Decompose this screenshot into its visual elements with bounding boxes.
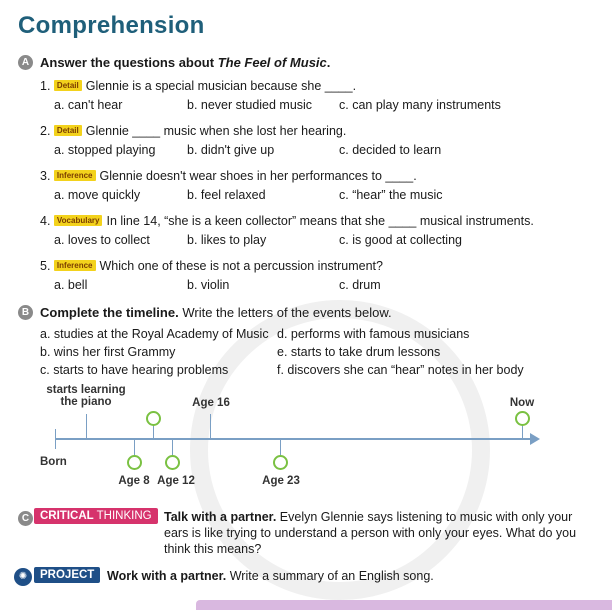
critical-thinking-tag: CRITICAL THINKING: [34, 508, 158, 524]
timeline-tick-blank: [153, 424, 154, 439]
timeline-label-born: Born: [40, 456, 67, 468]
q2-option-c[interactable]: c. decided to learn: [339, 143, 442, 157]
q3-option-a[interactable]: a. move quickly: [54, 188, 141, 202]
q1-option-a[interactable]: a. can't hear: [54, 98, 123, 112]
project-prompt: Work with a partner. Write a summary of an English song.: [107, 569, 434, 583]
q1-option-b[interactable]: b. never studied music: [187, 98, 313, 112]
answer-blank[interactable]: ____: [324, 79, 353, 93]
q5-option-b[interactable]: b. violin: [187, 278, 230, 292]
answer-blank[interactable]: ____: [388, 214, 417, 228]
question-type-tag: Detail: [54, 125, 82, 136]
q4-option-a[interactable]: a. loves to collect: [54, 233, 150, 247]
timeline-tick-age12: [172, 439, 173, 455]
answer-circle[interactable]: [515, 411, 530, 426]
page-title: Comprehension: [18, 12, 205, 39]
section-a-instruction: Answer the questions about The Feel of Music.: [40, 55, 331, 70]
q4-option-c[interactable]: c. is good at collecting: [339, 233, 462, 247]
page-footer-bar: [196, 600, 612, 610]
answer-circle[interactable]: [127, 455, 142, 470]
timeline-arrow-icon: [530, 433, 540, 445]
event-f: f. discovers she can “hear” notes in her body: [277, 363, 524, 377]
timeline-tick-piano: [86, 414, 87, 439]
timeline-tick-born: [55, 429, 56, 449]
question-1: 1. Detail Glennie is a special musician because she ____.: [40, 79, 357, 93]
answer-circle[interactable]: [165, 455, 180, 470]
question-type-tag: Vocabulary: [54, 215, 103, 226]
timeline-label-piano: starts learning the piano: [46, 384, 126, 408]
critical-thinking-prompt: Talk with a partner. Evelyn Glennie says listening to music with only your ears is like trying to understand a person with only your eyes. What do you think this means?: [164, 510, 577, 556]
answer-blank[interactable]: ____: [132, 124, 161, 138]
q3-option-b[interactable]: b. feel relaxed: [187, 188, 266, 202]
event-c: c. starts to have hearing problems: [40, 363, 229, 377]
q2-option-a[interactable]: a. stopped playing: [54, 143, 156, 157]
answer-blank[interactable]: ____: [385, 169, 414, 183]
question-5: 5. Inference Which one of these is not a percussion instrument?: [40, 259, 383, 273]
timeline-label-now: Now: [509, 397, 535, 409]
answer-circle[interactable]: [146, 411, 161, 426]
timeline-label-age8: Age 8: [118, 475, 150, 487]
timeline-axis: [55, 438, 532, 440]
q1-option-c[interactable]: c. can play many instruments: [339, 98, 501, 112]
question-4: 4. Vocabulary In line 14, “she is a keen collector” means that she ____ musical instruments.: [40, 214, 534, 228]
section-c-badge: C: [18, 511, 33, 526]
answer-circle[interactable]: [273, 455, 288, 470]
q2-option-b[interactable]: b. didn't give up: [187, 143, 275, 157]
timeline-label-age16: Age 16: [192, 397, 230, 409]
story-title: The Feel of Music: [217, 55, 327, 70]
timeline-tick-age8: [134, 439, 135, 455]
timeline-tick-age16: [210, 414, 211, 439]
event-a: a. studies at the Royal Academy of Music: [40, 327, 269, 341]
section-a-badge: A: [18, 55, 33, 70]
timeline-tick-now: [522, 424, 523, 439]
event-d: d. performs with famous musicians: [277, 327, 470, 341]
timeline-label-age23: Age 23: [262, 475, 300, 487]
question-type-tag: Inference: [54, 260, 96, 271]
event-e: e. starts to take drum lessons: [277, 345, 441, 359]
question-3: 3. Inference Glennie doesn't wear shoes in her performances to ____.: [40, 169, 417, 183]
q5-option-a[interactable]: a. bell: [54, 278, 88, 292]
timeline-tick-age23: [280, 439, 281, 455]
question-2: 2. Detail Glennie ____ music when she lost her hearing.: [40, 124, 347, 138]
q4-option-b[interactable]: b. likes to play: [187, 233, 267, 247]
question-type-tag: Detail: [54, 80, 82, 91]
q5-option-c[interactable]: c. drum: [339, 278, 381, 292]
q3-option-c[interactable]: c. “hear” the music: [339, 188, 443, 202]
project-tag: PROJECT: [34, 567, 100, 583]
section-b-instruction: Complete the timeline. Write the letters of the events below.: [40, 305, 392, 320]
project-gear-icon: ✺: [14, 568, 32, 586]
section-b-badge: B: [18, 305, 33, 320]
question-type-tag: Inference: [54, 170, 96, 181]
timeline-label-age12: Age 12: [157, 475, 195, 487]
event-b: b. wins her first Grammy: [40, 345, 176, 359]
